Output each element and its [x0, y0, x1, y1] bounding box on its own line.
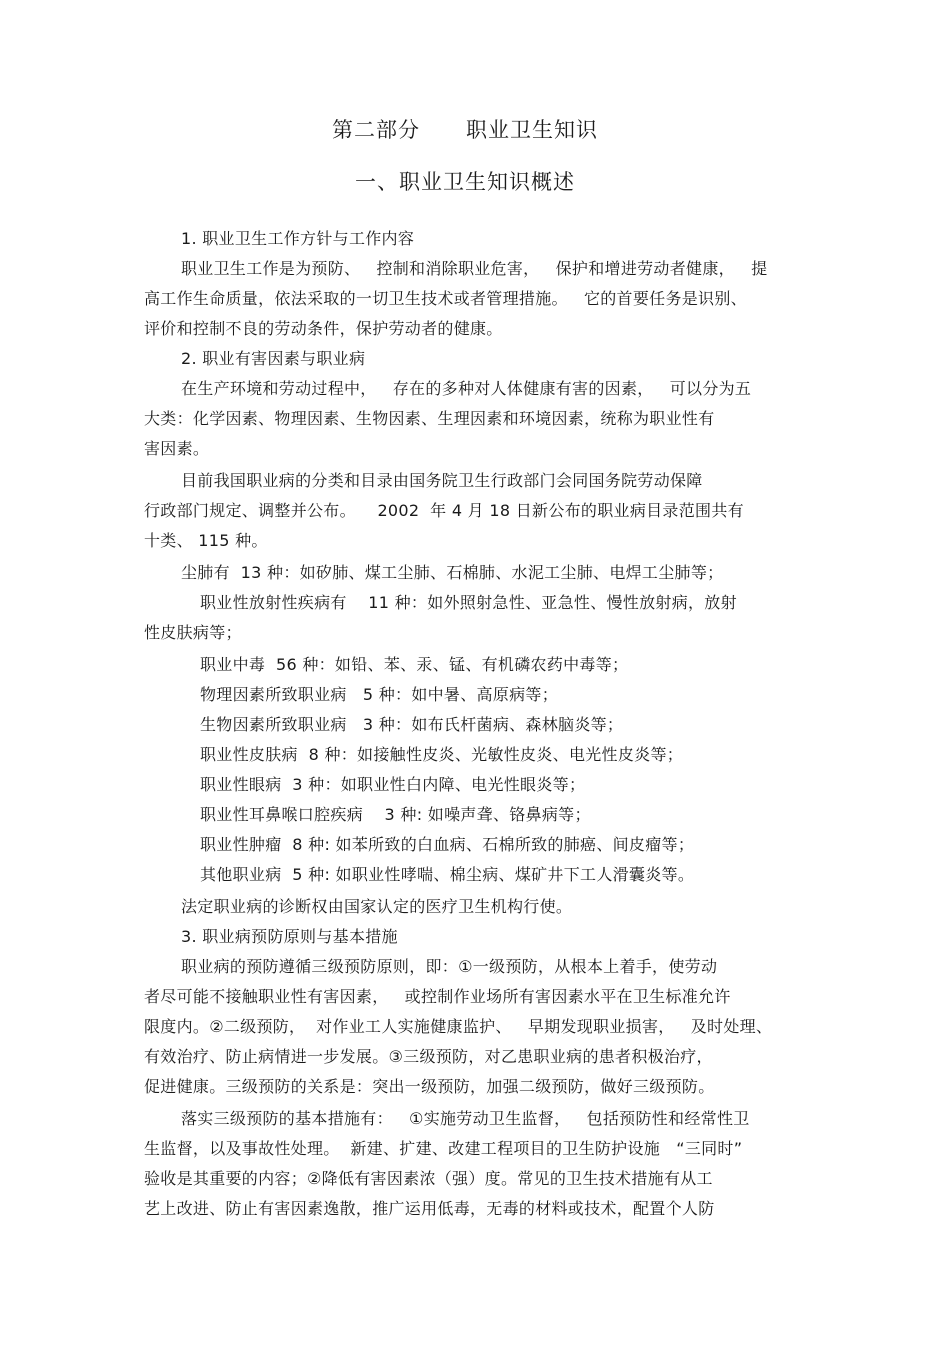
list-item: 性皮肤病等；: [144, 623, 242, 642]
paragraph-line: 职业卫生工作是为预防、 控制和消除职业危害， 保护和增进劳动者健康， 提: [181, 259, 768, 278]
list-item: 职业性耳鼻喉口腔疾病 3 种: 如噪声聋、铬鼻病等；: [200, 805, 591, 824]
paragraph-line: 行政部门规定、调整并公布。 2002 年 4 月 18 日新公布的职业病目录范围共有: [144, 501, 744, 520]
list-item: 尘肺有 13 种：如矽肺、煤工尘肺、石棉肺、水泥工尘肺、电焊工尘肺等；: [181, 563, 724, 582]
paragraph-line: 大类：化学因素、物理因素、生物因素、生理因素和环境因素，统称为职业性有: [144, 409, 715, 428]
list-item: 生物因素所致职业病 3 种：如布氏杆菌病、森林脑炎等；: [200, 715, 624, 734]
paragraph-line: 促进健康。三级预防的关系是：突出一级预防，加强二级预防，做好三级预防。: [144, 1077, 715, 1096]
paragraph-line: 十类、 115 种。: [144, 531, 268, 550]
paragraph-line: 在生产环境和劳动过程中， 存在的多种对人体健康有害的因素， 可以分为五: [181, 379, 752, 398]
paragraph-line: 职业病的预防遵循三级预防原则，即：①一级预防，从根本上着手，使劳动: [181, 957, 718, 976]
paragraph-line: 验收是其重要的内容；②降低有害因素浓（强）度。常见的卫生技术措施有从工: [144, 1169, 713, 1188]
paragraph-line: 评价和控制不良的劳动条件，保护劳动者的健康。: [144, 319, 503, 338]
heading-1: 1. 职业卫生工作方针与工作内容: [181, 229, 415, 248]
list-item: 职业中毒 56 种：如铅、苯、汞、锰、有机磷农药中毒等；: [200, 655, 629, 674]
paragraph-line: 者尽可能不接触职业性有害因素， 或控制作业场所有害因素水平在卫生标准允许: [144, 987, 731, 1006]
section-title: 一、职业卫生知识概述: [355, 170, 575, 194]
paragraph-line: 落实三级预防的基本措施有： ①实施劳动卫生监督， 包括预防性和经常性卫: [181, 1109, 750, 1128]
paragraph-line: 艺上改进、防止有害因素逸散，推广运用低毒，无毒的材料或技术，配置个人防: [144, 1199, 715, 1218]
paragraph-line: 限度内。②二级预防， 对作业工人实施健康监护、 早期发现职业损害， 及时处理、: [144, 1017, 773, 1036]
paragraph-line: 高工作生命质量，依法采取的一切卫生技术或者管理措施。 它的首要任务是识别、: [144, 289, 747, 308]
paragraph-line: 有效治疗、防止病情进一步发展。③三级预防，对乙患职业病的患者积极治疗，: [144, 1047, 713, 1066]
list-item: 职业性放射性疾病有 11 种：如外照射急性、亚急性、慢性放射病，放射: [200, 593, 737, 612]
part-title: 第二部分 职业卫生知识: [331, 118, 599, 142]
list-item: 职业性眼病 3 种：如职业性白内障、电光性眼炎等；: [200, 775, 586, 794]
list-item: 物理因素所致职业病 5 种：如中暑、高原病等；: [200, 685, 559, 704]
paragraph-line: 目前我国职业病的分类和目录由国务院卫生行政部门会同国务院劳动保障: [181, 471, 703, 490]
paragraph-line: 生监督，以及事故性处理。 新建、扩建、改建工程项目的卫生防护设施 “三同时”: [144, 1139, 743, 1158]
list-item: 其他职业病 5 种: 如职业性哮喘、棉尘病、煤矿井下工人滑囊炎等。: [200, 865, 695, 884]
list-item: 职业性皮肤病 8 种：如接触性皮炎、光敏性皮炎、电光性皮炎等；: [200, 745, 684, 764]
list-item: 职业性肿瘤 8 种: 如苯所致的白血病、石棉所致的肺癌、间皮瘤等；: [200, 835, 695, 854]
heading-3: 3. 职业病预防原则与基本措施: [181, 927, 398, 946]
heading-2: 2. 职业有害因素与职业病: [181, 349, 366, 368]
paragraph-line: 法定职业病的诊断权由国家认定的医疗卫生机构行使。: [181, 897, 573, 916]
paragraph-line: 害因素。: [144, 439, 210, 458]
